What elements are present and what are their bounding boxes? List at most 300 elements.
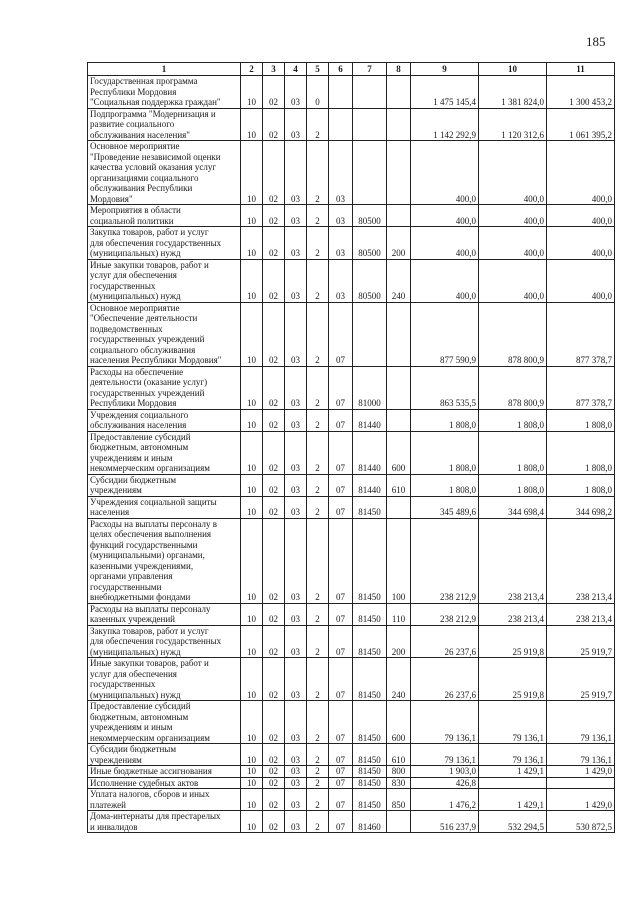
code-cell: 2 <box>307 431 329 474</box>
code-cell: 850 <box>387 789 411 811</box>
row-name-cell <box>88 141 241 205</box>
code-cell: 03 <box>285 409 307 431</box>
row-name-text: Субсидии бюджетным учреждениям <box>90 744 177 765</box>
amount-cell: 1 475 145,4 <box>411 76 479 109</box>
row-name-text: Иные закупки товаров, работ и услуг для обеспечения государственных (муниципальных) нужд <box>90 259 209 301</box>
amount-cell: 1 808,0 <box>479 474 547 496</box>
code-cell: 02 <box>263 431 285 474</box>
code-cell: 2 <box>307 744 329 766</box>
table-row <box>88 474 615 496</box>
code-cell: 2 <box>307 141 329 205</box>
row-name-text: Иные закупки товаров, работ и услуг для обеспечения государственных (муниципальных) нужд <box>90 658 209 700</box>
code-cell: 2 <box>307 701 329 744</box>
row-name-text: Подпрограмма "Модернизация и развитие социального обслуживания населения" <box>90 108 216 140</box>
table-body <box>88 76 615 833</box>
amount-cell: 400,0 <box>411 227 479 260</box>
amount-cell: 400,0 <box>411 141 479 205</box>
header-cell: 7 <box>353 63 387 76</box>
code-cell: 2 <box>307 777 329 789</box>
amount-cell: 79 136,1 <box>547 744 615 766</box>
table-row <box>88 141 615 205</box>
code-cell: 02 <box>263 777 285 789</box>
code-cell: 81000 <box>353 366 387 409</box>
amount-cell: 877 378,7 <box>547 302 615 366</box>
amount-cell: 878 800,9 <box>479 302 547 366</box>
code-cell <box>353 302 387 366</box>
table-row <box>88 625 615 658</box>
code-cell: 10 <box>241 431 263 474</box>
code-cell: 07 <box>329 701 353 744</box>
code-cell: 03 <box>285 259 307 302</box>
table-row <box>88 766 615 778</box>
code-cell: 10 <box>241 701 263 744</box>
row-name-cell <box>88 474 241 496</box>
row-name-cell <box>88 108 241 141</box>
code-cell: 02 <box>263 108 285 141</box>
code-cell: 02 <box>263 744 285 766</box>
code-cell: 81450 <box>353 603 387 625</box>
code-cell: 02 <box>263 259 285 302</box>
amount-cell: 238 213,4 <box>547 518 615 603</box>
code-cell: 03 <box>285 108 307 141</box>
header-cell: 2 <box>241 63 263 76</box>
code-cell: 07 <box>329 658 353 701</box>
header-cell: 1 <box>88 63 241 76</box>
code-cell: 200 <box>387 625 411 658</box>
amount-cell: 1 903,0 <box>411 766 479 778</box>
row-name-cell <box>88 658 241 701</box>
code-cell: 81450 <box>353 744 387 766</box>
code-cell: 07 <box>329 518 353 603</box>
code-cell: 10 <box>241 603 263 625</box>
row-name-text: Субсидии бюджетным учреждениям <box>90 474 177 495</box>
amount-cell: 400,0 <box>547 205 615 227</box>
table-row <box>88 811 615 833</box>
row-name-text: Закупка товаров, работ и услуг для обеспечения государственных (муниципальных) нужд <box>90 625 222 657</box>
amount-cell: 878 800,9 <box>479 366 547 409</box>
code-cell: 02 <box>263 603 285 625</box>
code-cell: 10 <box>241 409 263 431</box>
code-cell: 07 <box>329 744 353 766</box>
row-name-cell <box>88 259 241 302</box>
amount-cell: 400,0 <box>547 141 615 205</box>
amount-cell: 400,0 <box>547 227 615 260</box>
code-cell: 03 <box>285 789 307 811</box>
amount-cell: 400,0 <box>479 259 547 302</box>
code-cell: 81450 <box>353 701 387 744</box>
amount-cell: 344 698,2 <box>547 496 615 518</box>
row-name-cell <box>88 744 241 766</box>
code-cell: 80500 <box>353 205 387 227</box>
row-name-text: Расходы на обеспечение деятельности (оказание услуг) государственных учреждений Республики Мордовия <box>90 366 208 408</box>
code-cell: 03 <box>285 518 307 603</box>
code-cell: 81440 <box>353 474 387 496</box>
code-cell <box>387 409 411 431</box>
row-name-cell <box>88 205 241 227</box>
code-cell: 02 <box>263 474 285 496</box>
code-cell: 02 <box>263 409 285 431</box>
amount-cell: 400,0 <box>479 205 547 227</box>
code-cell: 81460 <box>353 811 387 833</box>
table-row <box>88 701 615 744</box>
amount-cell: 238 213,4 <box>479 603 547 625</box>
code-cell: 03 <box>285 227 307 260</box>
row-name-text: Основное мероприятие "Обеспечение деятельности подведомственных государственных учреждений социального обслуживания населения Республики Мордовия" <box>90 302 222 365</box>
code-cell: 10 <box>241 141 263 205</box>
table-row <box>88 431 615 474</box>
code-cell: 07 <box>329 496 353 518</box>
code-cell: 10 <box>241 302 263 366</box>
row-name-cell <box>88 701 241 744</box>
amount-cell: 1 429,0 <box>547 766 615 778</box>
amount-cell: 345 489,6 <box>411 496 479 518</box>
amount-cell <box>547 777 615 789</box>
table-row <box>88 658 615 701</box>
amount-cell: 344 698,4 <box>479 496 547 518</box>
amount-cell: 426,8 <box>411 777 479 789</box>
row-name-cell <box>88 625 241 658</box>
amount-cell: 1 429,0 <box>547 789 615 811</box>
code-cell <box>353 141 387 205</box>
code-cell: 02 <box>263 302 285 366</box>
row-name-text: Дома-интернаты для престарелых и инвалидов <box>90 811 221 832</box>
amount-cell: 516 237,9 <box>411 811 479 833</box>
code-cell: 240 <box>387 259 411 302</box>
code-cell: 2 <box>307 474 329 496</box>
row-name-text: Предоставление субсидий бюджетным, автономным учреждениям и иным некоммерческим организациям <box>90 431 210 473</box>
amount-cell: 1 808,0 <box>547 409 615 431</box>
amount-cell: 1 142 292,9 <box>411 108 479 141</box>
code-cell: 100 <box>387 518 411 603</box>
code-cell <box>387 496 411 518</box>
code-cell: 03 <box>329 141 353 205</box>
code-cell: 2 <box>307 302 329 366</box>
amount-cell: 877 590,9 <box>411 302 479 366</box>
code-cell: 03 <box>285 811 307 833</box>
row-name-cell <box>88 76 241 109</box>
header-cell: 8 <box>387 63 411 76</box>
code-cell: 03 <box>285 701 307 744</box>
code-cell: 10 <box>241 227 263 260</box>
amount-cell: 1 808,0 <box>479 431 547 474</box>
code-cell: 80500 <box>353 227 387 260</box>
amount-cell: 400,0 <box>479 227 547 260</box>
table-row <box>88 76 615 109</box>
code-cell: 03 <box>329 259 353 302</box>
code-cell: 2 <box>307 496 329 518</box>
row-name-cell <box>88 789 241 811</box>
code-cell: 03 <box>285 205 307 227</box>
row-name-text: Уплата налогов, сборов и иных платежей <box>90 789 210 810</box>
code-cell: 07 <box>329 777 353 789</box>
code-cell: 07 <box>329 409 353 431</box>
code-cell: 81450 <box>353 766 387 778</box>
amount-cell: 1 808,0 <box>411 474 479 496</box>
code-cell <box>353 108 387 141</box>
code-cell <box>353 76 387 109</box>
table-row <box>88 205 615 227</box>
page-number: 185 <box>586 34 606 49</box>
code-cell: 10 <box>241 811 263 833</box>
code-cell: 02 <box>263 811 285 833</box>
table-row <box>88 366 615 409</box>
amount-cell: 1 300 453,2 <box>547 76 615 109</box>
amount-cell: 25 919,7 <box>547 658 615 701</box>
code-cell <box>387 205 411 227</box>
row-name-text: Закупка товаров, работ и услуг для обеспечения государственных (муниципальных) нужд <box>90 227 222 258</box>
amount-cell: 400,0 <box>411 205 479 227</box>
code-cell: 02 <box>263 518 285 603</box>
code-cell: 03 <box>285 658 307 701</box>
code-cell: 03 <box>329 227 353 260</box>
code-cell: 03 <box>285 603 307 625</box>
amount-cell: 1 808,0 <box>411 409 479 431</box>
row-name-cell <box>88 811 241 833</box>
amount-cell: 79 136,1 <box>547 701 615 744</box>
code-cell: 81450 <box>353 518 387 603</box>
code-cell: 830 <box>387 777 411 789</box>
row-name-text: Предоставление субсидий бюджетным, автономным учреждениям и иным некоммерческим организациям <box>90 701 210 743</box>
code-cell: 03 <box>285 496 307 518</box>
row-name-text: Иные бюджетные ассигнования <box>90 766 212 776</box>
code-cell: 2 <box>307 603 329 625</box>
amount-cell: 25 919,8 <box>479 658 547 701</box>
code-cell: 03 <box>329 205 353 227</box>
amount-cell: 26 237,6 <box>411 658 479 701</box>
row-name-text: Расходы на выплаты персоналу в целях обеспечения выполнения функций государственными (муниципальными) органами, казенными учреждениями, органами управления государственными внебюджетными фондами <box>90 518 217 602</box>
header-cell: 6 <box>329 63 353 76</box>
code-cell: 10 <box>241 496 263 518</box>
amount-cell: 400,0 <box>411 259 479 302</box>
code-cell <box>387 141 411 205</box>
code-cell: 81450 <box>353 625 387 658</box>
amount-cell: 1 061 395,2 <box>547 108 615 141</box>
amount-cell: 25 919,7 <box>547 625 615 658</box>
amount-cell: 238 213,4 <box>479 518 547 603</box>
row-name-text: Учреждения социального обслуживания населения <box>90 409 189 430</box>
code-cell: 03 <box>285 141 307 205</box>
row-name-cell <box>88 518 241 603</box>
code-cell: 02 <box>263 205 285 227</box>
row-name-text: Расходы на выплаты персоналу казенных учреждений <box>90 603 211 624</box>
amount-cell: 79 136,1 <box>479 744 547 766</box>
table-row <box>88 744 615 766</box>
code-cell: 0 <box>307 76 329 109</box>
code-cell: 110 <box>387 603 411 625</box>
code-cell: 2 <box>307 518 329 603</box>
header-cell: 10 <box>479 63 547 76</box>
code-cell: 02 <box>263 789 285 811</box>
code-cell: 10 <box>241 625 263 658</box>
code-cell: 600 <box>387 701 411 744</box>
amount-cell: 1 808,0 <box>547 431 615 474</box>
code-cell: 02 <box>263 76 285 109</box>
code-cell: 610 <box>387 744 411 766</box>
code-cell: 07 <box>329 603 353 625</box>
amount-cell: 26 237,6 <box>411 625 479 658</box>
row-name-cell <box>88 603 241 625</box>
amount-cell: 25 919,8 <box>479 625 547 658</box>
table-row <box>88 302 615 366</box>
code-cell <box>329 76 353 109</box>
code-cell: 610 <box>387 474 411 496</box>
code-cell: 03 <box>285 431 307 474</box>
code-cell: 02 <box>263 227 285 260</box>
code-cell: 600 <box>387 431 411 474</box>
code-cell: 2 <box>307 205 329 227</box>
code-cell: 07 <box>329 789 353 811</box>
code-cell: 02 <box>263 658 285 701</box>
row-name-cell <box>88 766 241 778</box>
code-cell: 07 <box>329 431 353 474</box>
code-cell: 02 <box>263 766 285 778</box>
code-cell: 10 <box>241 658 263 701</box>
row-name-text: Учреждения социальной защиты населения <box>90 496 217 517</box>
code-cell: 10 <box>241 259 263 302</box>
row-name-text: Основное мероприятие "Проведение независимой оценки качества условий оказания услуг организациями социального обслуживания Республики Мордовия" <box>90 141 221 204</box>
code-cell: 80500 <box>353 259 387 302</box>
code-cell: 10 <box>241 205 263 227</box>
header-cell: 9 <box>411 63 479 76</box>
amount-cell: 1 429,1 <box>479 789 547 811</box>
code-cell: 02 <box>263 141 285 205</box>
amount-cell: 1 476,2 <box>411 789 479 811</box>
budget-table <box>87 62 615 833</box>
table-row <box>88 603 615 625</box>
code-cell: 2 <box>307 409 329 431</box>
amount-cell <box>479 777 547 789</box>
table-row <box>88 789 615 811</box>
header-cell: 4 <box>285 63 307 76</box>
row-name-cell <box>88 409 241 431</box>
table-row <box>88 409 615 431</box>
amount-cell: 400,0 <box>479 141 547 205</box>
amount-cell: 1 808,0 <box>479 409 547 431</box>
code-cell: 81440 <box>353 409 387 431</box>
amount-cell: 532 294,5 <box>479 811 547 833</box>
amount-cell: 79 136,1 <box>479 701 547 744</box>
amount-cell: 238 213,4 <box>547 603 615 625</box>
code-cell: 2 <box>307 789 329 811</box>
code-cell: 10 <box>241 76 263 109</box>
row-name-cell <box>88 496 241 518</box>
code-cell: 02 <box>263 366 285 409</box>
code-cell: 2 <box>307 766 329 778</box>
row-name-text: Мероприятия в области социальной политики <box>90 205 181 226</box>
code-cell: 07 <box>329 811 353 833</box>
amount-cell: 238 212,9 <box>411 603 479 625</box>
code-cell: 07 <box>329 366 353 409</box>
table-row <box>88 496 615 518</box>
code-cell <box>387 108 411 141</box>
code-cell: 2 <box>307 227 329 260</box>
code-cell: 10 <box>241 789 263 811</box>
code-cell <box>387 811 411 833</box>
code-cell: 81450 <box>353 496 387 518</box>
amount-cell: 1 808,0 <box>411 431 479 474</box>
code-cell: 10 <box>241 777 263 789</box>
code-cell: 03 <box>285 302 307 366</box>
header-cell: 5 <box>307 63 329 76</box>
code-cell: 2 <box>307 811 329 833</box>
code-cell: 2 <box>307 625 329 658</box>
code-cell: 02 <box>263 625 285 658</box>
table-row <box>88 518 615 603</box>
amount-cell: 238 212,9 <box>411 518 479 603</box>
code-cell: 10 <box>241 518 263 603</box>
code-cell: 07 <box>329 302 353 366</box>
amount-cell: 1 120 312,6 <box>479 108 547 141</box>
amount-cell: 863 535,5 <box>411 366 479 409</box>
code-cell: 03 <box>285 625 307 658</box>
code-cell <box>329 108 353 141</box>
row-name-text: Государственная программа Республики Мордовия "Социальная поддержка граждан" <box>90 76 221 107</box>
amount-cell: 1 429,1 <box>479 766 547 778</box>
amount-cell: 400,0 <box>547 259 615 302</box>
row-name-cell <box>88 431 241 474</box>
code-cell: 800 <box>387 766 411 778</box>
code-cell <box>387 302 411 366</box>
code-cell: 03 <box>285 744 307 766</box>
code-cell: 10 <box>241 108 263 141</box>
row-name-cell <box>88 777 241 789</box>
header-row <box>88 63 615 76</box>
code-cell: 10 <box>241 366 263 409</box>
amount-cell: 1 381 824,0 <box>479 76 547 109</box>
code-cell: 03 <box>285 366 307 409</box>
code-cell: 07 <box>329 474 353 496</box>
code-cell: 240 <box>387 658 411 701</box>
code-cell: 2 <box>307 108 329 141</box>
code-cell: 07 <box>329 625 353 658</box>
row-name-cell <box>88 302 241 366</box>
code-cell: 10 <box>241 474 263 496</box>
code-cell: 200 <box>387 227 411 260</box>
code-cell: 2 <box>307 259 329 302</box>
code-cell: 81440 <box>353 431 387 474</box>
row-name-cell <box>88 227 241 260</box>
code-cell: 03 <box>285 76 307 109</box>
code-cell: 10 <box>241 766 263 778</box>
code-cell: 81450 <box>353 658 387 701</box>
amount-cell: 79 136,1 <box>411 701 479 744</box>
row-name-cell <box>88 366 241 409</box>
table-row <box>88 777 615 789</box>
code-cell: 03 <box>285 474 307 496</box>
code-cell <box>387 366 411 409</box>
code-cell: 02 <box>263 496 285 518</box>
header-cell: 11 <box>547 63 615 76</box>
amount-cell: 530 872,5 <box>547 811 615 833</box>
code-cell: 03 <box>285 766 307 778</box>
amount-cell: 79 136,1 <box>411 744 479 766</box>
table-row <box>88 259 615 302</box>
code-cell: 2 <box>307 366 329 409</box>
code-cell: 10 <box>241 744 263 766</box>
amount-cell: 1 808,0 <box>547 474 615 496</box>
table-row <box>88 227 615 260</box>
code-cell <box>387 76 411 109</box>
code-cell: 2 <box>307 658 329 701</box>
code-cell: 07 <box>329 766 353 778</box>
code-cell: 03 <box>285 777 307 789</box>
amount-cell: 877 378,7 <box>547 366 615 409</box>
row-name-text: Исполнение судебных актов <box>90 777 199 788</box>
code-cell: 81450 <box>353 777 387 789</box>
code-cell: 02 <box>263 701 285 744</box>
table-row <box>88 108 615 141</box>
header-cell: 3 <box>263 63 285 76</box>
